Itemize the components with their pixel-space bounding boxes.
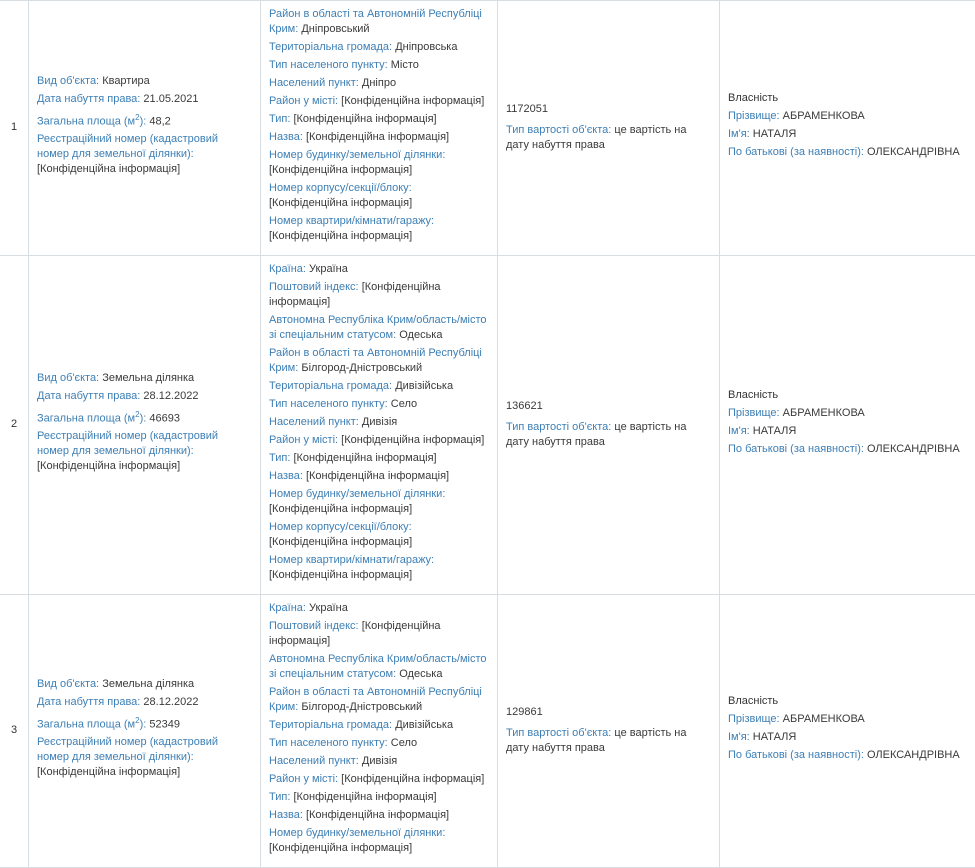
owner-patronymic-value: ОЛЕКСАНДРІВНА [867,749,960,761]
apartment-label: Номер квартири/кімнати/гаражу: [269,554,434,566]
acquisition-date-label: Дата набуття права: [37,390,140,402]
settlement-type-label: Тип населеного пункту: [269,737,388,749]
city-district-value: [Конфіденційна інформація] [341,95,484,107]
object-type-value: Квартира [102,75,150,87]
row-index: 2 [0,256,29,595]
row-index: 3 [0,595,29,868]
city-district-label: Район у місті: [269,773,338,785]
owner-patronymic-value: ОЛЕКСАНДРІВНА [867,443,960,455]
country-line [269,601,489,616]
owner-patronymic-line [728,442,975,457]
street-type-line [269,790,489,805]
owner-name-line [728,127,975,142]
cost-value: 136621 [506,399,711,414]
owner-patronymic-label: По батькові (за наявності): [728,443,864,455]
region-value: Одеська [399,329,442,341]
owner-name-label: Ім'я: [728,128,750,140]
apartment-line [269,553,489,583]
city-district-label: Район у місті: [269,434,338,446]
right-type: Власність [728,91,975,106]
postal-code-label: Поштовий індекс: [269,281,359,293]
postal-code-line [269,280,489,310]
region-value: Одеська [399,668,442,680]
street-name-value: [Конфіденційна інформація] [306,809,449,821]
acquisition-date-value: 21.05.2021 [143,93,198,105]
acquisition-date-line [37,695,252,710]
house-line [269,826,489,856]
registration-number-value: [Конфіденційна інформація] [37,163,180,175]
address-cell [261,595,498,868]
district-value: Білгород-Дністровський [301,362,422,374]
table-row [0,1,975,256]
owner-surname-label: Прізвище: [728,110,780,122]
community-label: Територіальна громада: [269,380,392,392]
object-type-label: Вид об'єкта: [37,678,99,690]
block-value: [Конфіденційна інформація] [269,197,412,209]
address-cell [261,256,498,595]
apartment-value: [Конфіденційна інформація] [269,230,412,242]
community-value: Дивізійська [395,719,453,731]
district-value: Білгород-Дністровський [301,701,422,713]
cost-type-value: це вартість на дату набуття права [506,124,686,151]
cost-value: 1172051 [506,102,711,117]
street-name-label: Назва: [269,809,303,821]
settlement-line [269,76,489,91]
street-type-line [269,451,489,466]
street-name-label: Назва: [269,131,303,143]
owner-cell [720,1,975,256]
registration-number-label: Реєстраційний номер (кадастровий номер для земельної ділянки): [37,133,218,160]
address-cell [261,1,498,256]
acquisition-date-value: 28.12.2022 [143,696,198,708]
object-type-value: Земельна ділянка [102,372,194,384]
owner-name-label: Ім'я: [728,425,750,437]
apartment-label: Номер квартири/кімнати/гаражу: [269,215,434,227]
registration-number-value: [Конфіденційна інформація] [37,766,180,778]
street-name-line [269,130,489,145]
house-line [269,487,489,517]
street-type-label: Тип: [269,791,290,803]
city-district-line [269,772,489,787]
owner-name-value: НАТАЛЯ [753,425,797,437]
settlement-value: Дніпро [362,77,396,89]
district-label: Район в області та Автономній Республіці Крим: [269,8,482,35]
owner-surname-line [728,109,975,124]
owner-surname-label: Прізвище: [728,713,780,725]
total-area-label-end: ): [140,412,147,424]
cost-note-line [506,726,711,756]
settlement-label: Населений пункт: [269,755,359,767]
right-type: Власність [728,388,975,403]
settlement-label: Населений пункт: [269,416,359,428]
total-area-line [37,110,252,130]
object-type-value: Земельна ділянка [102,678,194,690]
owner-patronymic-line [728,145,975,160]
community-value: Дніпровська [395,41,457,53]
cost-type-value: це вартість на дату набуття права [506,727,686,754]
country-label: Країна: [269,263,306,275]
owner-name-value: НАТАЛЯ [753,731,797,743]
owner-surname-value: АБРАМЕНКОВА [783,713,865,725]
block-value: [Конфіденційна інформація] [269,536,412,548]
block-label: Номер корпусу/секції/блоку: [269,182,412,194]
owner-surname-label: Прізвище: [728,407,780,419]
postal-code-label: Поштовий індекс: [269,620,359,632]
street-type-line [269,112,489,127]
owner-name-value: НАТАЛЯ [753,128,797,140]
street-type-value: [Конфіденційна інформація] [293,791,436,803]
cost-note-line [506,123,711,153]
street-type-label: Тип: [269,452,290,464]
owner-surname-line [728,406,975,421]
object-type-label: Вид об'єкта: [37,75,99,87]
total-area-label: Загальна площа (м [37,412,135,424]
city-district-line [269,433,489,448]
postal-code-line [269,619,489,649]
acquisition-date-line [37,92,252,107]
total-area-line [37,407,252,427]
house-value: [Конфіденційна інформація] [269,842,412,854]
street-name-label: Назва: [269,470,303,482]
country-value: Україна [309,263,348,275]
street-type-value: [Конфіденційна інформація] [293,452,436,464]
country-label: Країна: [269,602,306,614]
region-label: Автономна Республіка Крим/область/місто зі спеціальним статусом: [269,314,487,341]
cost-type-value: це вартість на дату набуття права [506,421,686,448]
community-line [269,718,489,733]
cost-cell [498,256,720,595]
house-label: Номер будинку/земельної ділянки: [269,149,445,161]
settlement-value: Дивізія [362,416,397,428]
cost-type-label: Тип вартості об'єкта: [506,727,611,739]
object-type-line [37,371,252,386]
total-area-label: Загальна площа (м [37,115,135,127]
district-value: Дніпровський [301,23,369,35]
house-value: [Конфіденційна інформація] [269,164,412,176]
object-type-line [37,677,252,692]
house-label: Номер будинку/земельної ділянки: [269,827,445,839]
table-row [0,256,975,595]
cost-cell [498,1,720,256]
right-type: Власність [728,694,975,709]
street-name-line [269,808,489,823]
street-name-value: [Конфіденційна інформація] [306,131,449,143]
community-label: Територіальна громада: [269,41,392,53]
settlement-type-label: Тип населеного пункту: [269,398,388,410]
house-line [269,148,489,178]
block-line [269,181,489,211]
cost-cell [498,595,720,868]
acquisition-date-label: Дата набуття права: [37,696,140,708]
registration-number-line [37,735,252,780]
city-district-line [269,94,489,109]
block-line [269,520,489,550]
owner-cell [720,256,975,595]
apartment-line [269,214,489,244]
cost-type-label: Тип вартості об'єкта: [506,124,611,136]
object-cell [29,256,261,595]
registration-number-value: [Конфіденційна інформація] [37,460,180,472]
city-district-label: Район у місті: [269,95,338,107]
owner-name-label: Ім'я: [728,731,750,743]
owner-surname-value: АБРАМЕНКОВА [783,110,865,122]
settlement-label: Населений пункт: [269,77,359,89]
postal-code-value: [Конфіденційна інформація] [269,281,441,308]
cost-value: 129861 [506,705,711,720]
city-district-value: [Конфіденційна інформація] [341,434,484,446]
street-type-value: [Конфіденційна інформація] [293,113,436,125]
settlement-type-line [269,397,489,412]
house-value: [Конфіденційна інформація] [269,503,412,515]
total-area-label-end: ): [140,115,147,127]
owner-patronymic-label: По батькові (за наявності): [728,146,864,158]
settlement-line [269,754,489,769]
row-index: 1 [0,1,29,256]
total-area-value: 52349 [149,718,180,730]
acquisition-date-value: 28.12.2022 [143,390,198,402]
acquisition-date-label: Дата набуття права: [37,93,140,105]
owner-patronymic-label: По батькові (за наявності): [728,749,864,761]
district-line [269,7,489,37]
registration-number-label: Реєстраційний номер (кадастровий номер для земельної ділянки): [37,430,218,457]
cost-type-label: Тип вартості об'єкта: [506,421,611,433]
community-line [269,40,489,55]
owner-patronymic-line [728,748,975,763]
settlement-type-value: Село [391,398,417,410]
total-area-value: 48,2 [149,115,170,127]
street-name-line [269,469,489,484]
total-area-label: Загальна площа (м [37,718,135,730]
area-unit-superscript: 2 [135,410,139,419]
settlement-type-value: Село [391,737,417,749]
acquisition-date-line [37,389,252,404]
settlement-type-line [269,58,489,73]
owner-cell [720,595,975,868]
region-label: Автономна Республіка Крим/область/місто зі спеціальним статусом: [269,653,487,680]
object-cell [29,1,261,256]
owner-surname-value: АБРАМЕНКОВА [783,407,865,419]
table-row [0,595,975,868]
settlement-line [269,415,489,430]
settlement-type-line [269,736,489,751]
community-label: Територіальна громада: [269,719,392,731]
apartment-value: [Конфіденційна інформація] [269,569,412,581]
registration-number-line [37,132,252,177]
owner-name-line [728,424,975,439]
postal-code-value: [Конфіденційна інформація] [269,620,441,647]
region-line [269,652,489,682]
region-line [269,313,489,343]
district-label: Район в області та Автономній Республіці Крим: [269,686,482,713]
country-line [269,262,489,277]
settlement-type-value: Місто [391,59,419,71]
district-line [269,346,489,376]
block-label: Номер корпусу/секції/блоку: [269,521,412,533]
total-area-label-end: ): [140,718,147,730]
owner-name-line [728,730,975,745]
street-name-value: [Конфіденційна інформація] [306,470,449,482]
object-type-label: Вид об'єкта: [37,372,99,384]
house-label: Номер будинку/земельної ділянки: [269,488,445,500]
object-type-line [37,74,252,89]
district-line [269,685,489,715]
owner-patronymic-value: ОЛЕКСАНДРІВНА [867,146,960,158]
total-area-value: 46693 [149,412,180,424]
settlement-type-label: Тип населеного пункту: [269,59,388,71]
district-label: Район в області та Автономній Республіці Крим: [269,347,482,374]
area-unit-superscript: 2 [135,716,139,725]
settlement-value: Дивізія [362,755,397,767]
street-type-label: Тип: [269,113,290,125]
community-line [269,379,489,394]
owner-surname-line [728,712,975,727]
object-cell [29,595,261,868]
city-district-value: [Конфіденційна інформація] [341,773,484,785]
area-unit-superscript: 2 [135,113,139,122]
country-value: Україна [309,602,348,614]
community-value: Дивізійська [395,380,453,392]
registration-number-line [37,429,252,474]
cost-note-line [506,420,711,450]
registration-number-label: Реєстраційний номер (кадастровий номер для земельної ділянки): [37,736,218,763]
